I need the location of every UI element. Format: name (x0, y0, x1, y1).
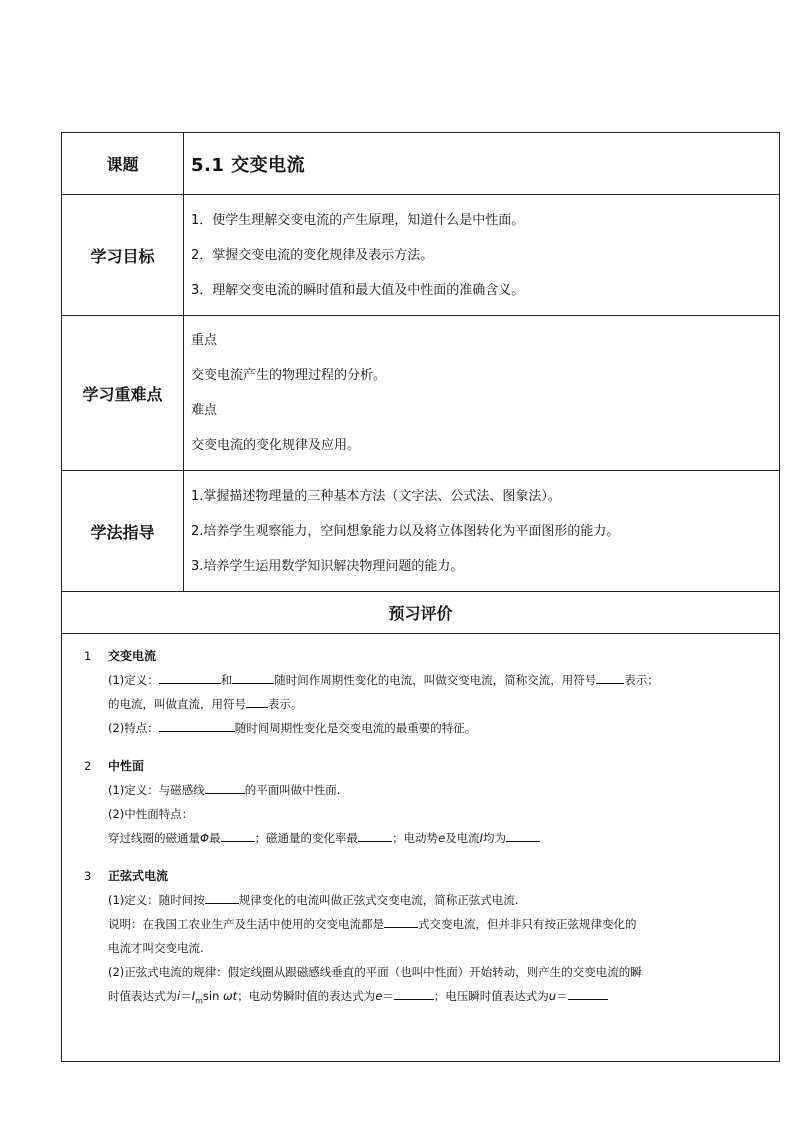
text: (1)定义：随时间按 (108, 893, 205, 907)
s1-line3 (84, 716, 771, 740)
preview-title: 预习评价 (62, 592, 780, 634)
s2-line2: (2)中性面特点： (108, 807, 194, 821)
s1-line1 (84, 668, 771, 692)
row-goals (62, 195, 780, 316)
s1-heading (84, 644, 771, 668)
topic-value: 5.1 交变电流 (184, 133, 780, 195)
answer-blank[interactable] (205, 781, 245, 794)
keypoints-content (184, 316, 780, 471)
s2-heading (84, 754, 771, 778)
s3-line3: 电流才叫交变电流. (108, 941, 204, 955)
goal-item: 2．掌握交变电流的变化规律及表示方法。 (191, 247, 434, 263)
goals-label: 学习目标 (62, 195, 184, 316)
s2-number: 2 (84, 759, 92, 773)
s1-line2 (84, 692, 771, 716)
s3-number: 3 (84, 869, 92, 883)
text: 最 (209, 831, 221, 845)
row-preview (62, 634, 780, 1062)
text: 和 (220, 673, 233, 687)
text: 及电流 (445, 831, 480, 845)
text: ＝ (180, 989, 192, 1003)
answer-blank[interactable] (394, 987, 434, 1000)
text: 均为 (483, 831, 507, 845)
goal-item: 3．理解交变电流的瞬时值和最大值及中性面的准确含义。 (191, 282, 525, 298)
answer-blank[interactable] (568, 987, 608, 1000)
keypoint-item: 交变电流的变化规律及应用。 (191, 438, 361, 453)
omega-t: ωt (223, 989, 238, 1003)
answer-blank[interactable] (384, 915, 418, 928)
s2-line1 (84, 778, 771, 802)
keypoints-label: 学习重难点 (62, 316, 184, 471)
answer-blank[interactable] (506, 829, 540, 842)
row-preview-title (62, 592, 780, 634)
answer-blank[interactable] (159, 671, 221, 684)
method-item: 3.培养学生运用数学知识解决物理问题的能力。 (191, 558, 464, 574)
text: 说明：在我国工农业生产及生活中使用的交变电流都是 (108, 917, 384, 931)
methods-label: 学法指导 (62, 471, 184, 592)
i-symbol: I (479, 831, 484, 845)
keypoint-item: 交变电流产生的物理过程的分析。 (191, 368, 387, 383)
im-symbol: I (191, 989, 196, 1003)
keypoint-item: 重点 (191, 333, 218, 348)
preview-content (62, 634, 780, 1062)
topic-label: 课题 (62, 133, 184, 195)
s3-line1 (84, 888, 771, 912)
text: 的电流，叫做直流，用符号 (108, 697, 246, 711)
text: 式交变电流，但并非只有按正弦规律变化的 (418, 917, 637, 931)
s3-heading-text: 正弦式电流 (108, 869, 169, 883)
text: (1)定义：与磁感线 (108, 783, 205, 797)
text: ；电动势瞬时值的表达式为 (237, 989, 376, 1003)
methods-content (184, 471, 780, 592)
text: ；电压瞬时值表达式为 (433, 989, 549, 1003)
text: 规律变化的电流叫做正弦式交变电流，简称正弦式电流. (238, 893, 519, 907)
answer-blank[interactable] (358, 829, 392, 842)
text: 表示。 (268, 697, 303, 711)
i-symbol: i (177, 989, 181, 1003)
answer-blank[interactable] (596, 671, 624, 684)
goals-content (184, 195, 780, 316)
answer-blank[interactable] (221, 829, 255, 842)
text: ＝ (382, 989, 394, 1003)
keypoint-item: 难点 (191, 403, 218, 418)
u-symbol: u (548, 989, 557, 1003)
e-symbol: e (375, 989, 383, 1003)
text: (2)特点： (108, 721, 159, 735)
answer-blank[interactable] (159, 719, 235, 732)
text: 随时间周期性变化是交变电流的最重要的特征。 (234, 721, 477, 735)
phi-symbol: Φ (200, 831, 210, 845)
answer-blank[interactable] (205, 891, 239, 904)
subscript: m (195, 996, 203, 1006)
text: ；电动势 (392, 831, 439, 845)
method-item: 1.掌握描述物理量的三种基本方法（文字法、公式法、图象法）。 (191, 488, 561, 504)
row-methods (62, 471, 780, 592)
s3-line4: (2)正弦式电流的规律：假定线圈从跟磁感线垂直的平面（也叫中性面）开始转动，则产生的交变电流的瞬 (108, 965, 642, 979)
text: (1)定义： (108, 673, 159, 687)
row-keypoints (62, 316, 780, 471)
study-plan-table (61, 132, 780, 1062)
s3-line2 (84, 912, 771, 936)
method-item: 2.培养学生观察能力，空间想象能力以及将立体图转化为平面图形的能力。 (191, 523, 620, 539)
e-symbol: e (438, 831, 446, 845)
text: ；磁通量的变化率最 (254, 831, 359, 845)
goal-item: 1．使学生理解交变电流的产生原理，知道什么是中性面。 (191, 212, 525, 228)
text: ＝ (556, 989, 568, 1003)
answer-blank[interactable] (232, 671, 274, 684)
text: 时值表达式为 (108, 989, 177, 1003)
text: 表示； (624, 673, 659, 687)
answer-blank[interactable] (246, 695, 268, 708)
s2-line3 (84, 826, 771, 850)
s3-heading (84, 864, 771, 888)
s3-line5 (84, 984, 771, 1013)
text: sin (202, 989, 224, 1003)
s2-heading-text: 中性面 (108, 759, 145, 773)
text: 的平面叫做中性面. (244, 783, 341, 797)
text: 穿过线圈的磁通量 (108, 831, 200, 845)
text: 随时间作周期性变化的电流，叫做交变电流，简称交流，用符号 (274, 673, 597, 687)
row-topic (62, 133, 780, 195)
s1-heading-text: 交变电流 (108, 649, 157, 663)
s1-number: 1 (84, 649, 92, 663)
